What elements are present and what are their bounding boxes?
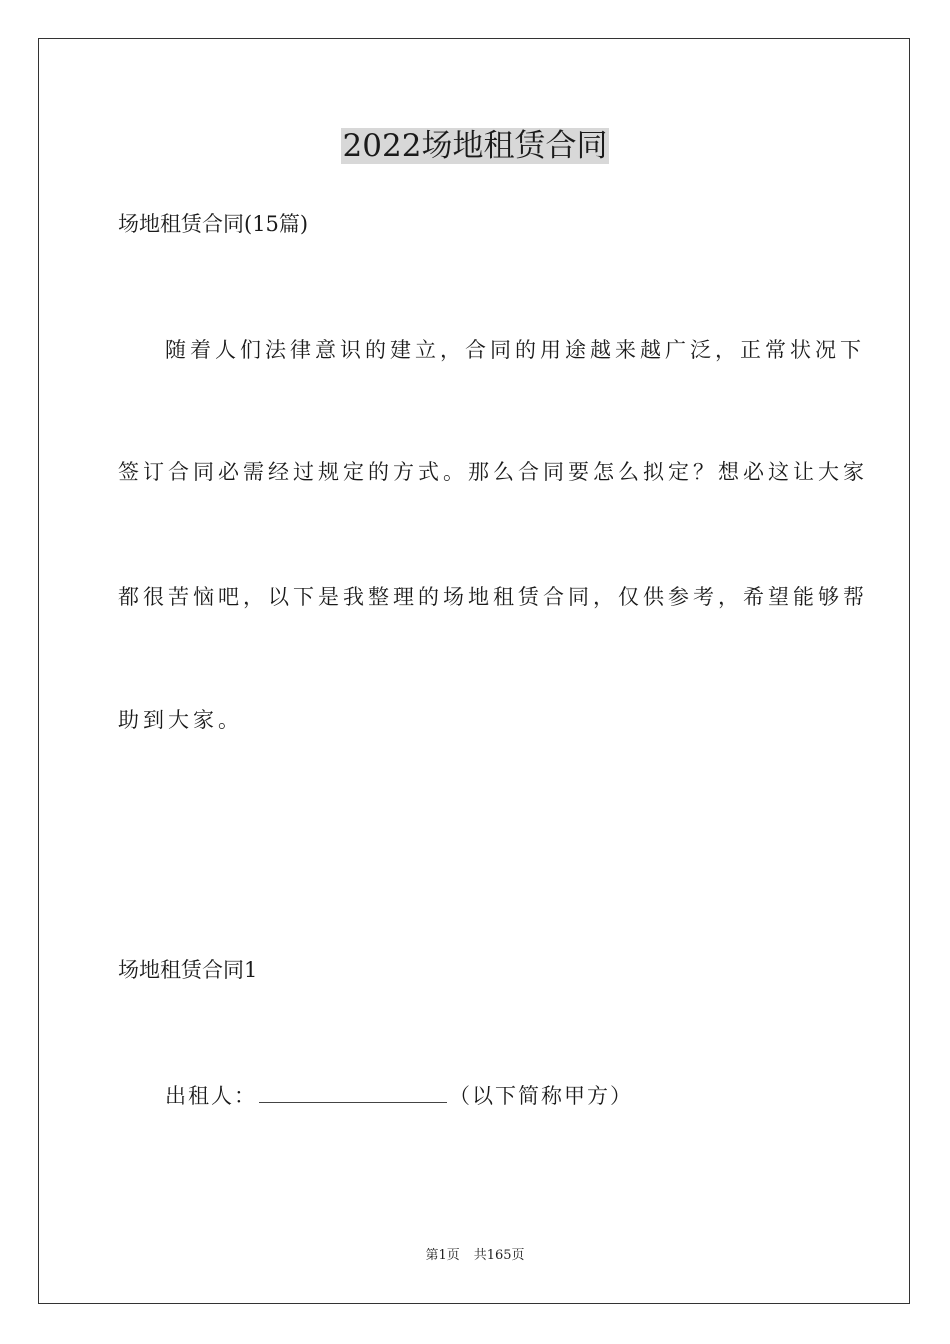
document-title-text: 2022场地租赁合同 xyxy=(342,128,608,164)
intro-line-3: 都很苦恼吧，以下是我整理的场地租赁合同，仅供参考，希望能够帮 xyxy=(118,585,868,609)
lessor-name-blank[interactable] xyxy=(259,1080,447,1103)
document-title xyxy=(0,124,950,168)
section-heading: 场地租赁合同1 xyxy=(118,958,258,982)
page-number-current: 第1页 xyxy=(425,1248,460,1263)
lessor-label: 出租人： xyxy=(165,1084,257,1108)
intro-line-4: 助到大家。 xyxy=(118,708,243,732)
page-number-total: 共165页 xyxy=(473,1248,525,1263)
document-subtitle: 场地租赁合同(15篇) xyxy=(118,212,309,236)
lessor-suffix: （以下简称甲方） xyxy=(449,1084,633,1108)
lessor-line xyxy=(165,1080,633,1111)
intro-line-2: 签订合同必需经过规定的方式。那么合同要怎么拟定？想必这让大家 xyxy=(118,460,868,484)
page-footer xyxy=(0,1246,950,1266)
intro-line-1: 随着人们法律意识的建立，合同的用途越来越广泛，正常状况下 xyxy=(165,338,865,362)
